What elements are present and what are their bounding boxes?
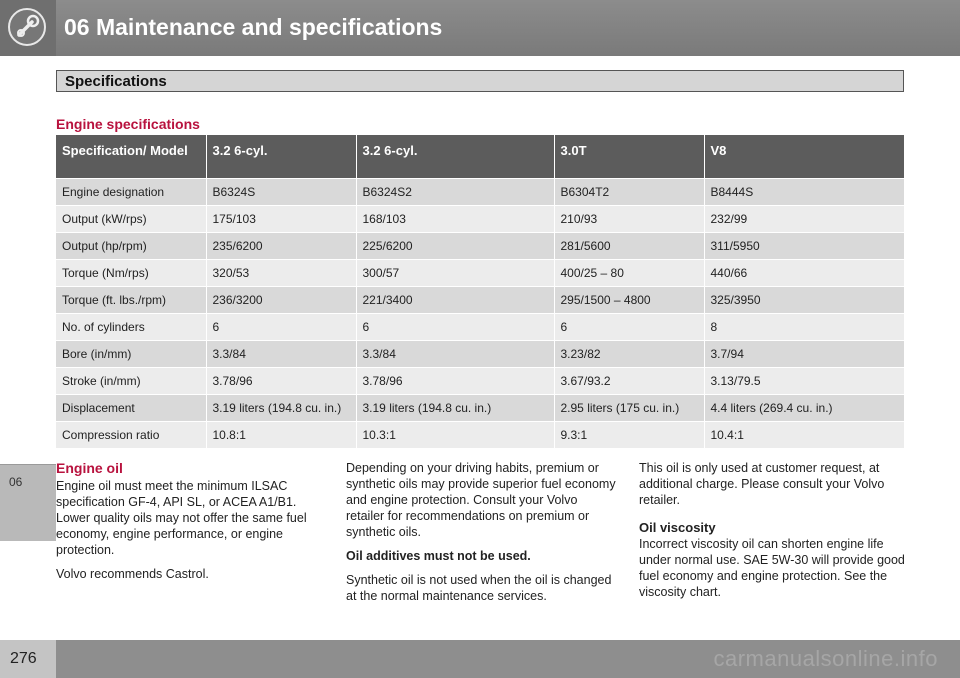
table-row (56, 368, 904, 395)
table-cell: No. of cylinders (56, 314, 206, 341)
table-cell: 3.3/84 (206, 341, 356, 368)
oil-viscosity-heading: Oil viscosity (639, 520, 716, 535)
table-cell: 4.4 liters (269.4 cu. in.) (704, 395, 904, 422)
engine-oil-column (56, 460, 326, 590)
column-header: 3.2 6-cyl. (206, 135, 356, 179)
engine-oil-heading: Engine oil (56, 460, 123, 476)
table-cell: 6 (206, 314, 356, 341)
chapter-tab[interactable] (0, 464, 56, 541)
table-cell: Compression ratio (56, 422, 206, 449)
table-cell: 295/1500 – 4800 (554, 287, 704, 314)
engine-specifications-heading: Engine specifications (56, 116, 200, 132)
paragraph: This oil is only used at customer request, at additional charge. Please consult your Volvo retailer. (639, 461, 885, 507)
paragraph: Engine oil must meet the minimum ILSAC specification GF-4, API SL, or ACEA A1/B1. Lower quality oils may not offer the same fuel economy, engine performance, or engine protection. (56, 479, 307, 557)
table-cell: Stroke (in/mm) (56, 368, 206, 395)
table-cell: 168/103 (356, 206, 554, 233)
table-cell: 3.78/96 (356, 368, 554, 395)
table-cell: 300/57 (356, 260, 554, 287)
chapter-sidebar (0, 56, 56, 640)
paragraph: Volvo recommends Castrol. (56, 567, 209, 581)
table-cell: 281/5600 (554, 233, 704, 260)
column-header: 3.0T (554, 135, 704, 179)
table-cell: 9.3:1 (554, 422, 704, 449)
table-cell: B6324S2 (356, 179, 554, 206)
table-row (56, 422, 904, 449)
table-cell: 225/6200 (356, 233, 554, 260)
chapter-tab-label: 06 (9, 475, 23, 489)
table-cell: B6324S (206, 179, 356, 206)
table-cell: 6 (554, 314, 704, 341)
table-cell: 325/3950 (704, 287, 904, 314)
table-cell: Displacement (56, 395, 206, 422)
right-text-column (639, 460, 907, 608)
table-cell: 232/99 (704, 206, 904, 233)
table-row (56, 287, 904, 314)
section-title: Specifications (65, 73, 167, 90)
table-row (56, 341, 904, 368)
table-cell: 10.8:1 (206, 422, 356, 449)
table-cell: 400/25 – 80 (554, 260, 704, 287)
table-cell: 3.3/84 (356, 341, 554, 368)
page-header (0, 0, 960, 56)
table-row (56, 206, 904, 233)
table-cell: B6304T2 (554, 179, 704, 206)
table-cell: 320/53 (206, 260, 356, 287)
table-cell: 10.3:1 (356, 422, 554, 449)
warning-text: Oil additives must not be used. (346, 549, 531, 563)
table-cell: 440/66 (704, 260, 904, 287)
table-cell: Output (hp/rpm) (56, 233, 206, 260)
table-cell: 311/5950 (704, 233, 904, 260)
table-cell: B8444S (704, 179, 904, 206)
table-cell: 3.7/94 (704, 341, 904, 368)
table-cell: 3.78/96 (206, 368, 356, 395)
table-cell: 6 (356, 314, 554, 341)
wrench-icon (8, 8, 46, 46)
middle-text-column (346, 460, 618, 612)
section-bar (56, 70, 904, 92)
table-cell: 236/3200 (206, 287, 356, 314)
table-cell: 210/93 (554, 206, 704, 233)
table-cell: 175/103 (206, 206, 356, 233)
table-cell: Output (kW/rps) (56, 206, 206, 233)
page-number-box (0, 640, 56, 678)
table-cell: 235/6200 (206, 233, 356, 260)
paragraph: Incorrect viscosity oil can shorten engine life under normal use. SAE 5W-30 will provide good fuel economy and engine protection. See the viscosity chart. (639, 537, 905, 599)
page-title: 06 Maintenance and specifications (64, 14, 443, 40)
table-cell: Torque (Nm/rps) (56, 260, 206, 287)
column-header: V8 (704, 135, 904, 179)
table-row (56, 314, 904, 341)
watermark: carmanualsonline.info (713, 646, 938, 671)
table-row (56, 260, 904, 287)
table-row (56, 179, 904, 206)
table-cell: 3.67/93.2 (554, 368, 704, 395)
table-cell: Torque (ft. lbs./rpm) (56, 287, 206, 314)
page-footer (0, 640, 960, 678)
table-header-row (56, 135, 904, 179)
table-cell: Bore (in/mm) (56, 341, 206, 368)
table-cell: 3.13/79.5 (704, 368, 904, 395)
table-cell: 3.19 liters (194.8 cu. in.) (356, 395, 554, 422)
table-cell: Engine designation (56, 179, 206, 206)
table-cell: 8 (704, 314, 904, 341)
table-cell: 10.4:1 (704, 422, 904, 449)
column-header: 3.2 6-cyl. (356, 135, 554, 179)
table-row (56, 233, 904, 260)
page-number: 276 (10, 650, 37, 667)
logo (0, 0, 56, 56)
table-cell: 2.95 liters (175 cu. in.) (554, 395, 704, 422)
column-header: Specification/ Model (56, 135, 206, 179)
paragraph: Depending on your driving habits, premium or synthetic oils may provide superior fuel economy and engine protection. Consult your Volvo retailer for recommendations on premium or synthetic oils. (346, 461, 616, 539)
table-cell: 3.23/82 (554, 341, 704, 368)
table-row (56, 395, 904, 422)
engine-specifications-table (56, 135, 904, 448)
paragraph: Synthetic oil is not used when the oil is changed at the normal maintenance services. (346, 573, 612, 603)
table-cell: 221/3400 (356, 287, 554, 314)
table-cell: 3.19 liters (194.8 cu. in.) (206, 395, 356, 422)
